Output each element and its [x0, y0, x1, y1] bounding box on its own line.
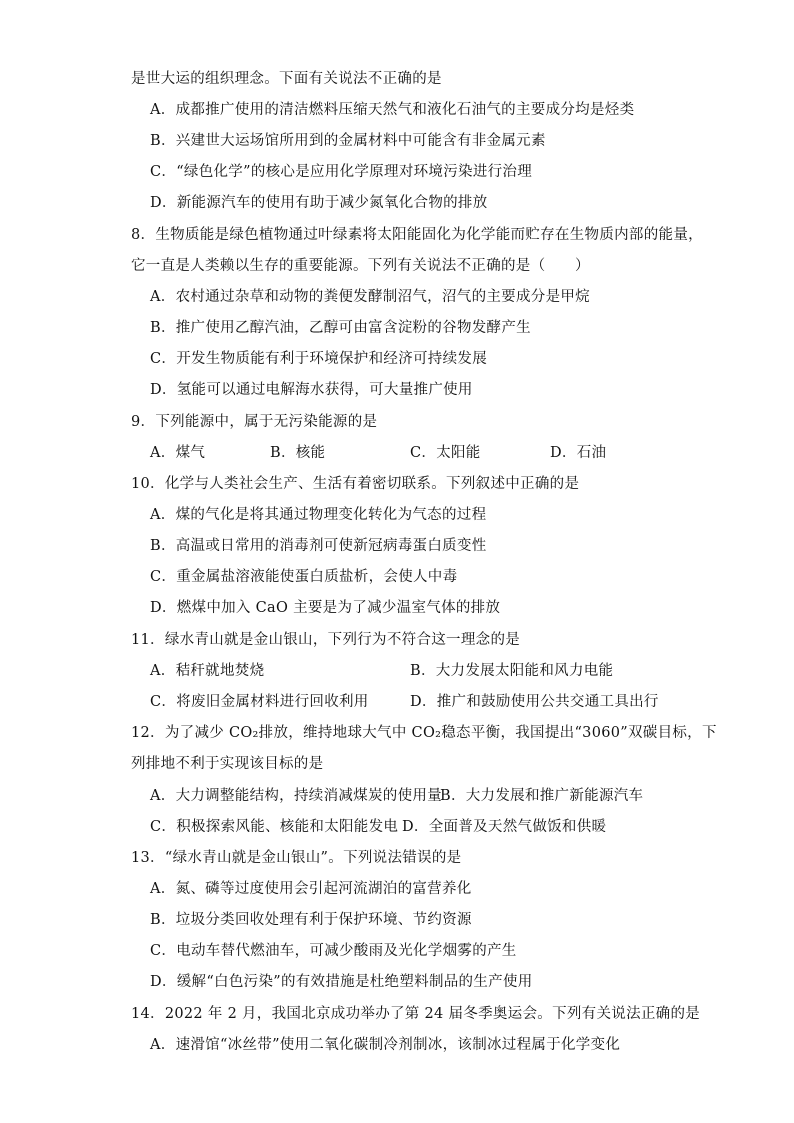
q12-option-b: B．大力发展和推广新能源汽车 [440, 788, 644, 804]
q8-stem-line1: 8．生物质能是绿色植物通过叶绿素将太阳能固化为化学能而贮存在生物质内部的能量， [131, 227, 703, 243]
q8-option-a: A．农村通过杂草和动物的粪便发酵制沼气，沼气的主要成分是甲烷 [150, 289, 590, 305]
q13-option-d: D．缓解“白色污染”的有效措施是杜绝塑料制品的生产使用 [150, 974, 533, 990]
q8-stem-line2: 它一直是人类赖以生存的重要能源。下列有关说法不正确的是（ ） [131, 258, 590, 274]
q11-stem: 11．绿水青山就是金山银山，下列行为不符合这一理念的是 [131, 632, 521, 648]
q10-option-a: A．煤的气化是将其通过物理变化转化为气态的过程 [150, 507, 487, 523]
q7-option-a: A．成都推广使用的清洁燃料压缩天然气和液化石油气的主要成分均是烃类 [150, 102, 635, 118]
q10-stem: 10．化学与人类社会生产、生活有着密切联系。下列叙述中正确的是 [131, 476, 580, 492]
q8-option-c: C．开发生物质能有利于环境保护和经济可持续发展 [150, 351, 487, 367]
q8-option-b: B．推广使用乙醇汽油，乙醇可由富含淀粉的谷物发酵产生 [150, 320, 531, 336]
q12-stem-line2: 列排地不利于实现该目标的是 [131, 756, 324, 772]
q14-option-a: A．速滑馆“冰丝带”使用二氧化碳制冷剂制冰，该制冰过程属于化学变化 [150, 1037, 621, 1053]
q13-option-c: C．电动车替代燃油车，可减少酸雨及光化学烟雾的产生 [150, 943, 517, 959]
q13-option-a: A．氮、磷等过度使用会引起河流湖泊的富营养化 [150, 881, 472, 897]
q12-option-d: D．全面普及天然气做饭和供暖 [402, 819, 607, 835]
q9-stem: 9．下列能源中，属于无污染能源的是 [131, 414, 378, 430]
q9-option-d: D．石油 [550, 445, 607, 461]
q7-option-b: B．兴建世大运场馆所用到的金属材料中可能含有非金属元素 [150, 133, 546, 149]
q8-option-d: D．氢能可以通过电解海水获得，可大量推广使用 [150, 382, 473, 398]
q10-option-b: B．高温或日常用的消毒剂可使新冠病毒蛋白质变性 [150, 538, 487, 554]
q14-stem: 14．2022 年 2 月，我国北京成功举办了第 24 届冬季奥运会。下列有关说法正确的是 [131, 1006, 701, 1022]
q11-option-a: A．秸秆就地焚烧 [150, 663, 265, 679]
q10-option-d: D．燃煤中加入 CaO 主要是为了减少温室气体的排放 [150, 600, 501, 616]
q9-option-c: C．太阳能 [410, 445, 481, 461]
q11-option-b: B．大力发展太阳能和风力电能 [410, 663, 614, 679]
q9-option-b: B．核能 [270, 445, 326, 461]
q12-stem-line1: 12．为了减少 CO₂排放，维持地球大气中 CO₂稳态平衡，我国提出“3060”双碳目标，下 [131, 725, 717, 741]
q7-option-d: D．新能源汽车的使用有助于减少氮氧化合物的排放 [150, 195, 488, 211]
q12-option-c: C．积极探索风能、核能和太阳能发电 [150, 819, 399, 835]
q10-option-c: C．重金属盐溶液能使蛋白质盐析，会使人中毒 [150, 569, 458, 585]
q13-stem: 13．“绿水青山就是金山银山”。下列说法错误的是 [131, 850, 462, 866]
q9-option-a: A．煤气 [150, 445, 206, 461]
q12-option-a: A．大力调整能结构，持续消减煤炭的使用量 [150, 788, 442, 804]
q11-option-d: D．推广和鼓励使用公共交通工具出行 [410, 694, 659, 710]
q7-stem-continued: 是世大运的组织理念。下面有关说法不正确的是 [131, 71, 442, 87]
q7-option-c: C．“绿色化学”的核心是应用化学原理对环境污染进行治理 [150, 164, 533, 180]
q11-option-c: C．将废旧金属材料进行回收利用 [150, 694, 369, 710]
q13-option-b: B．垃圾分类回收处理有利于保护环境、节约资源 [150, 912, 472, 928]
